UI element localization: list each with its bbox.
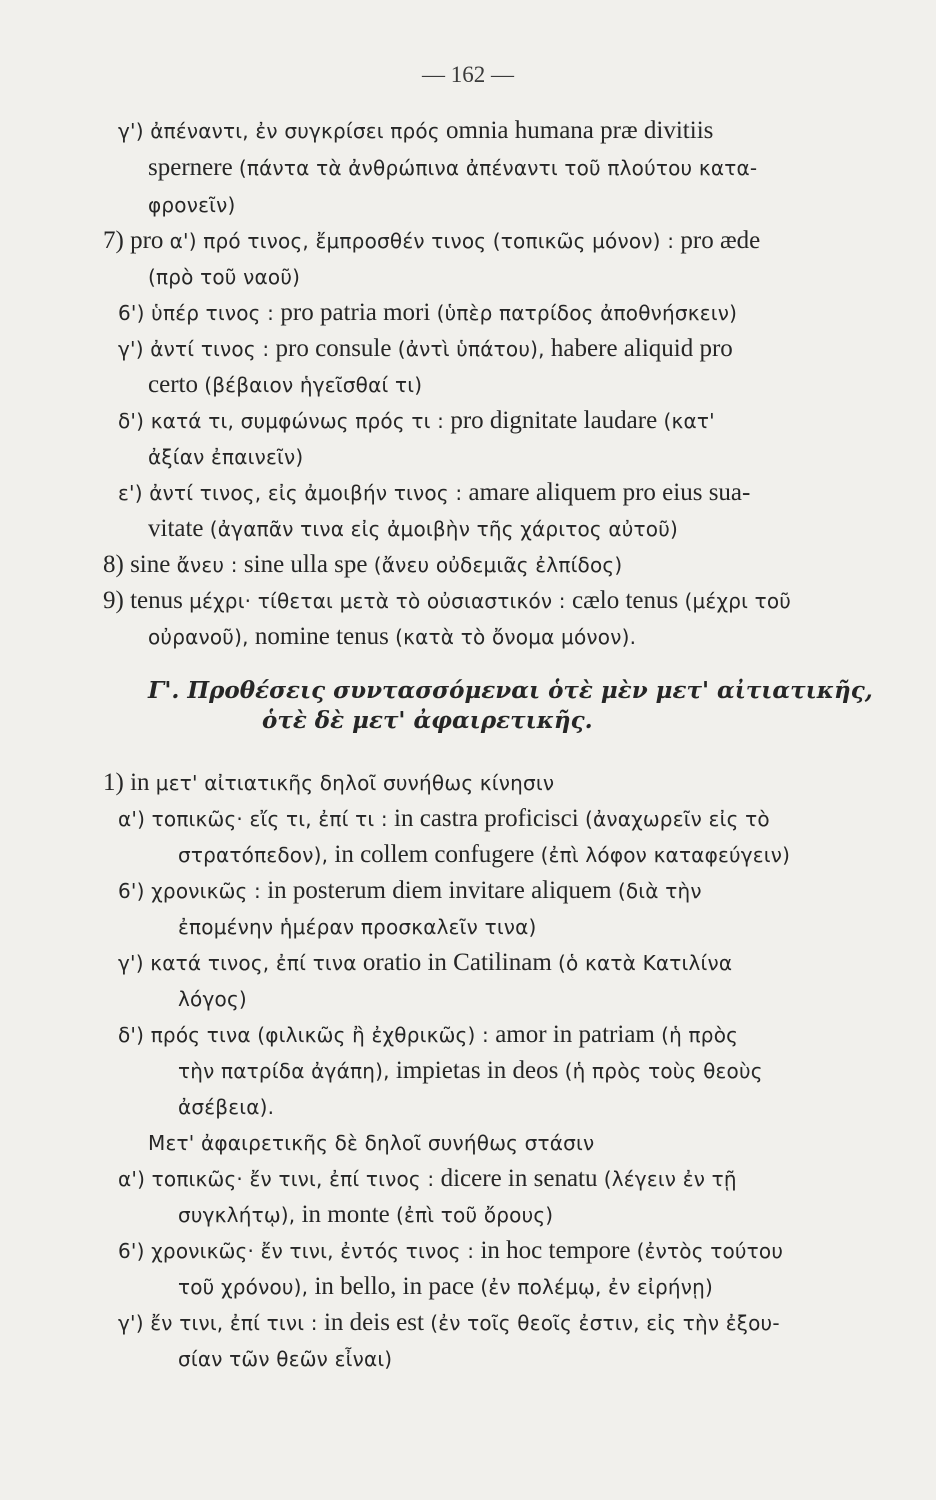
text-line (118, 334, 733, 364)
text-line (118, 1236, 783, 1266)
section-heading: Γ'. Προθέσεις συντασσόμεναι ὁτὲ μὲν μετ' αἰτιατικῆς, (148, 677, 873, 704)
greek-text: γ') ἔν τινι, ἐπί τινι : (118, 1311, 318, 1335)
greek-text: (ἀγαπᾶν τινα εἰς ἀμοιβὴν τῆς χάριτος αὐτοῦ) (209, 517, 679, 541)
text-line (118, 1020, 738, 1050)
greek-text: μετ' αἰτιατικῆς δηλοῖ συνήθως κίνησιν (155, 771, 555, 795)
text-line (178, 912, 537, 942)
greek-text: α') τοπικῶς· ἔν τινι, ἐπί τινος : (118, 1167, 435, 1191)
greek-text: γ') κατά τινος, ἐπί τινα (118, 951, 357, 975)
latin-text: 7) pro (103, 227, 164, 254)
greek-text: (κατὰ τὸ ὄνομα μόνον). (395, 625, 637, 649)
latin-text: sine ulla spe (243, 551, 368, 578)
latin-text: in castra proficisci (394, 805, 579, 832)
greek-text: (ἀναχωρεῖν εἰς τὸ (584, 807, 770, 831)
greek-text: φρονεῖν) (148, 193, 236, 217)
latin-text: in monte (301, 1201, 390, 1228)
latin-text: in bello, in pace (314, 1273, 475, 1300)
latin-text: habere aliquid pro (550, 335, 733, 362)
greek-text: συγκλήτῳ), (178, 1203, 296, 1227)
latin-text: spernere (148, 154, 233, 181)
text-line (178, 984, 247, 1014)
latin-text: in hoc tempore (480, 1237, 631, 1264)
greek-text: ἐπομένην ἡμέραν προσκαλεῖν τινα) (178, 915, 537, 939)
greek-text: (ἐν πολέμῳ, ἐν εἰρήνῃ) (480, 1275, 713, 1299)
section-heading: ὁτὲ δὲ μετ' ἀφαιρετικῆς. (262, 707, 593, 734)
text-line (118, 406, 715, 436)
latin-text: amare aliquem pro eius sua- (468, 479, 751, 506)
greek-text: (ἐν τοῖς θεοῖς ἐστιν, εἰς τὴν ἐξου- (430, 1311, 780, 1335)
text-line (118, 478, 750, 508)
greek-text: α') πρό τινος, ἔμπροσθέν τινος (τοπικῶς μόνον) : (169, 229, 675, 253)
latin-text: impietas in deos (395, 1057, 559, 1084)
greek-text: (πρὸ τοῦ ναοῦ) (148, 265, 301, 289)
greek-text: τοῦ χρόνου), (178, 1275, 309, 1299)
latin-text: in posterum diem invitare aliquem (267, 877, 612, 904)
greek-text: στρατόπεδον), (178, 843, 329, 867)
greek-text: (ἐπὶ τοῦ ὄρους) (396, 1203, 554, 1227)
text-line (148, 370, 422, 400)
greek-text: 6') χρονικῶς· ἔν τινι, ἐντός τινος : (118, 1239, 475, 1263)
greek-text: (ἐπὶ λόφον καταφεύγειν) (540, 843, 791, 867)
greek-text: (πάντα τὰ ἀνθρώπινα ἀπέναντι τοῦ πλούτου κατα- (238, 156, 758, 180)
greek-text: 6') χρονικῶς : (118, 879, 261, 903)
latin-text: vitate (148, 515, 204, 542)
latin-text: cælo tenus (572, 587, 679, 614)
greek-text: (ἐντὸς τούτου (636, 1239, 784, 1263)
greek-text: (ἡ πρὸς τοὺς θεοὺς (564, 1059, 763, 1083)
text-line (103, 768, 554, 798)
greek-text: γ') ἀπέναντι, ἐν συγκρίσει πρός (118, 119, 440, 143)
text-line (178, 1344, 392, 1374)
text-line (178, 1092, 274, 1122)
latin-text: pro dignitate laudare (450, 407, 658, 434)
text-line (103, 586, 791, 616)
greek-text: (ὑπὲρ πατρίδος ἀποθνήσκειν) (436, 301, 738, 325)
text-line (118, 948, 732, 978)
latin-text: dicere in senatu (440, 1165, 598, 1192)
text-line (178, 1200, 553, 1230)
text-line (148, 153, 757, 183)
latin-text: amor in patriam (495, 1021, 655, 1048)
greek-text: λόγος) (178, 987, 247, 1011)
text-line (148, 514, 678, 544)
latin-text: in collem confugere (334, 841, 535, 868)
latin-text: certo (148, 371, 198, 398)
greek-text: οὐρανοῦ), (148, 625, 249, 649)
latin-text: nomine tenus (254, 623, 389, 650)
greek-text: σίαν τῶν θεῶν εἶναι) (178, 1347, 393, 1371)
text-line (178, 1272, 713, 1302)
latin-text: 1) in (103, 769, 150, 796)
greek-text: τὴν πατρίδα ἀγάπη), (178, 1059, 390, 1083)
greek-text: (ἀντὶ ὑπάτου), (397, 337, 545, 361)
text-line (178, 840, 790, 870)
text-line (118, 1164, 737, 1194)
text-line (148, 442, 303, 472)
latin-text: omnia humana præ divitiis (446, 117, 714, 144)
greek-text: δ') πρός τινα (φιλικῶς ἢ ἐχθρικῶς) : (118, 1023, 489, 1047)
greek-text: ἀσέβεια). (178, 1095, 275, 1119)
greek-text: ἄνευ : (176, 553, 238, 577)
latin-text: 8) sine (103, 551, 171, 578)
text-line (148, 622, 636, 652)
latin-text: pro patria mori (280, 299, 431, 326)
greek-text: Μετ' ἀφαιρετικῆς δὲ δηλοῖ συνήθως στάσιν (148, 1131, 595, 1155)
text-line (118, 1308, 780, 1338)
greek-text: δ') κατά τι, συμφώνως πρός τι : (118, 409, 445, 433)
greek-text: (μέχρι τοῦ (684, 589, 792, 613)
greek-text: (ἄνευ οὐδεμιᾶς ἐλπίδος) (373, 553, 623, 577)
latin-text: in deis est (323, 1309, 424, 1336)
greek-text: μέχρι· τίθεται μετὰ τὸ οὐσιαστικόν : (189, 589, 566, 613)
greek-text: γ') ἀντί τινος : (118, 337, 270, 361)
text-line (103, 226, 760, 256)
greek-text: (λέγειν ἐν τῇ (603, 1167, 737, 1191)
text-line (178, 1056, 763, 1086)
latin-text: pro consule (275, 335, 392, 362)
greek-text: (ὁ κατὰ Κατιλίνα (558, 951, 733, 975)
text-line (118, 876, 702, 906)
text-line (148, 1128, 594, 1158)
latin-text: 9) tenus (103, 587, 183, 614)
greek-text: (βέβαιον ἡγεῖσθαί τι) (204, 373, 423, 397)
text-line (103, 550, 622, 580)
greek-text: 6') ὑπέρ τινος : (118, 301, 275, 325)
text-line (148, 262, 300, 292)
latin-text: pro æde (680, 227, 761, 254)
greek-text: ε') ἀντί τινος, εἰς ἀμοιβήν τινος : (118, 481, 463, 505)
text-line (118, 804, 770, 834)
text-line (118, 298, 737, 328)
greek-text: (κατ' (663, 409, 715, 433)
greek-text: α') τοπικῶς· εἴς τι, ἐπί τι : (118, 807, 388, 831)
text-line (148, 190, 235, 220)
greek-text: (διὰ τὴν (617, 879, 702, 903)
latin-text: oratio in Catilinam (362, 949, 552, 976)
greek-text: (ἡ πρὸς (661, 1023, 739, 1047)
page-number: — 162 — (422, 62, 514, 87)
text-line (118, 116, 713, 146)
greek-text: ἀξίαν ἐπαινεῖν) (148, 445, 304, 469)
